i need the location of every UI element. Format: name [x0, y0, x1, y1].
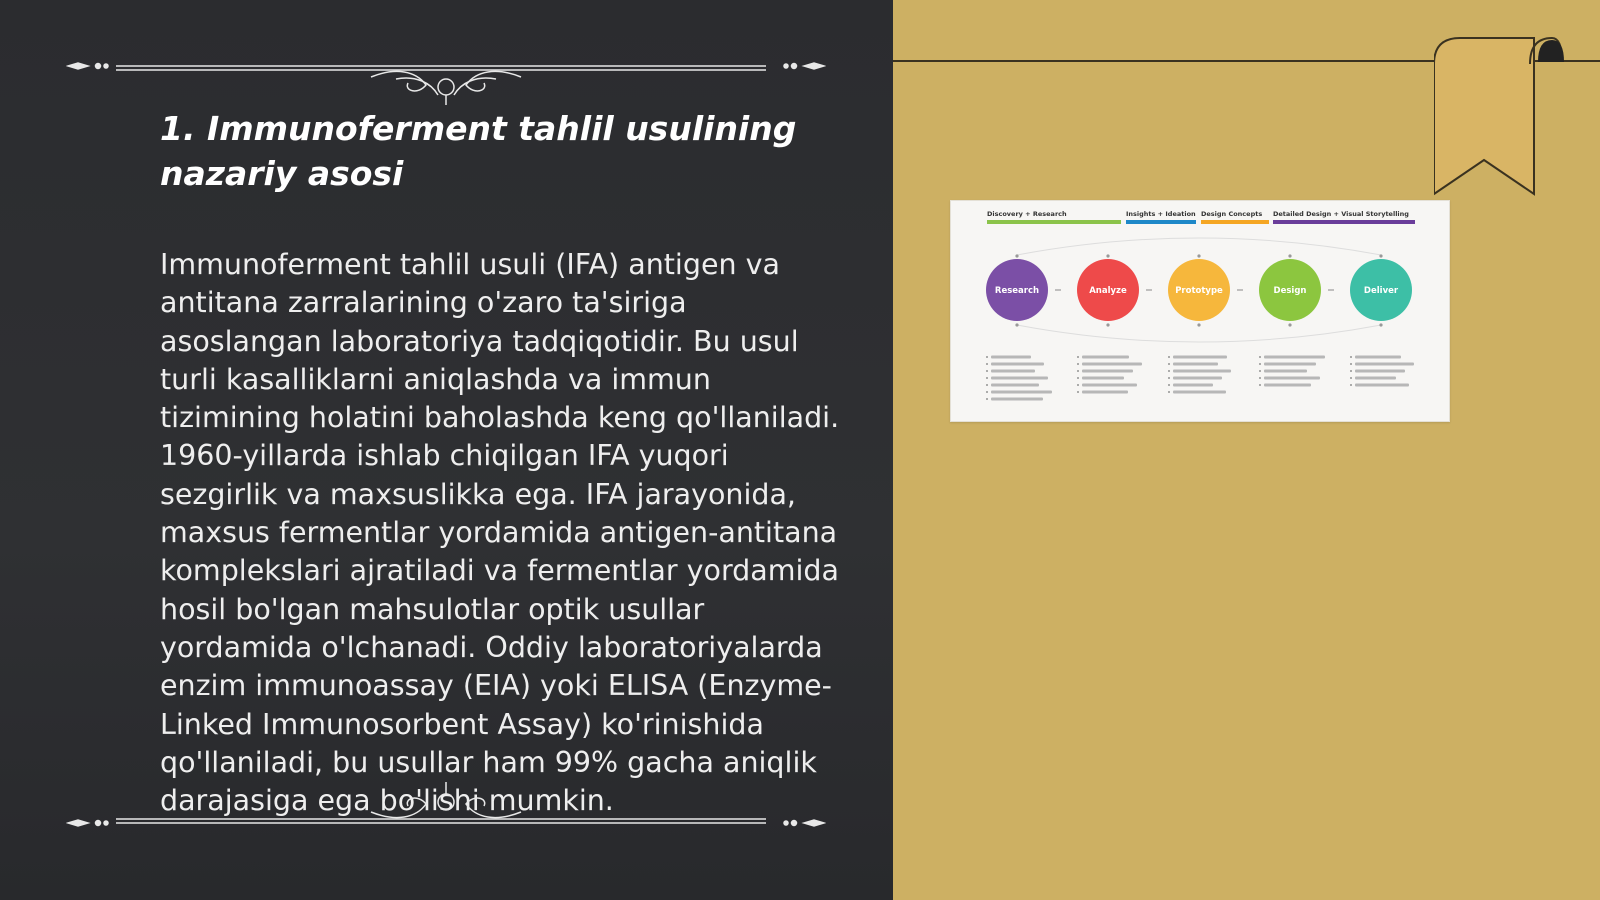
- bullet-text-line: [991, 391, 1052, 394]
- stage-dot: [1106, 254, 1109, 257]
- slide-body-text: Immunoferment tahlil usuli (IFA) antigen va antitana zarralarining o'zaro ta'siriga asoslangan laboratoriya tadqiqotidir. Bu usul turli kasalliklarni aniqlashda va immun tizimining holatini baholashda keng qo'llaniladi. 1960-yillarda ishlab chiqilgan IFA yuqori sezgirlik va maxsuslikka ega. IFA jarayonida, maxsus fermentlar yordamida antigen-antitana komplekslari ajratiladi va fermentlar yordamida hosil bo'lgan mahsulotlar optik usullar yordamida o'lchanadi. Oddiy laboratoriyalarda enzim immunoassay (EIA) yoki ELISA (Enzyme-Linked Immunosorbent Assay) ko'rinishida qo'llaniladi, bu usullar ham 99% gacha aniqlik darajasiga ega bo'lishi mumkin.: [160, 248, 840, 818]
- process-diagram-svg: [951, 201, 1451, 423]
- process-diagram: [950, 200, 1450, 422]
- bullet-text-line: [1082, 363, 1142, 366]
- bottom-ornament: [66, 778, 826, 838]
- phase-label: Discovery + Research: [987, 210, 1067, 218]
- stage-dot: [1106, 323, 1109, 326]
- bullet-dot: [1350, 384, 1352, 386]
- phase-bar: [987, 220, 1121, 224]
- bullet-dot: [1077, 363, 1079, 365]
- stage-dot: [1379, 254, 1382, 257]
- phase-label: Detailed Design + Visual Storytelling: [1273, 210, 1409, 218]
- bullet-text-line: [1173, 377, 1222, 380]
- bullet-dot: [1168, 370, 1170, 372]
- bookmark-decoration: [1434, 34, 1564, 199]
- bullet-text-line: [1264, 356, 1325, 359]
- bullet-text-line: [1264, 370, 1307, 373]
- stage-label: Analyze: [1089, 286, 1127, 296]
- bullet-dot: [986, 356, 988, 358]
- stage-dot: [1288, 323, 1291, 326]
- stage-label: Research: [994, 286, 1040, 296]
- top-ornament: [66, 45, 826, 105]
- title-line-2: nazariy asosi: [160, 154, 404, 193]
- bullet-text-line: [1173, 391, 1226, 394]
- bullet-dot: [1168, 391, 1170, 393]
- bullet-dot: [1259, 377, 1261, 379]
- slide-title: [160, 106, 820, 196]
- bullet-dot: [986, 377, 988, 379]
- bullet-text-line: [1355, 363, 1414, 366]
- bullet-dot: [1077, 391, 1079, 393]
- bullet-dot: [1077, 370, 1079, 372]
- bullet-text-line: [1264, 384, 1311, 387]
- bullet-text-line: [1355, 370, 1405, 373]
- stage-label: Prototype: [1175, 286, 1223, 296]
- connector-arc: [1017, 238, 1381, 255]
- bullet-dot: [1168, 363, 1170, 365]
- bullet-dot: [1350, 370, 1352, 372]
- bullet-dot: [1350, 363, 1352, 365]
- phase-label: Design Concepts: [1201, 210, 1263, 218]
- bullet-dot: [1077, 356, 1079, 358]
- bullet-dot: [1259, 384, 1261, 386]
- stage-label: Deliver: [1363, 286, 1399, 296]
- bullet-dot: [1168, 356, 1170, 358]
- bullet-dot: [1259, 363, 1261, 365]
- bullet-dot: [1168, 377, 1170, 379]
- bullet-text-line: [1264, 363, 1316, 366]
- bullet-text-line: [1082, 356, 1129, 359]
- stage-dot: [1015, 323, 1018, 326]
- bullet-text-line: [1355, 384, 1409, 387]
- bullet-dot: [1259, 370, 1261, 372]
- bullet-text-line: [1173, 356, 1227, 359]
- bullet-text-line: [991, 398, 1043, 401]
- bullet-text-line: [1082, 370, 1133, 373]
- bullet-text-line: [1264, 377, 1320, 380]
- bullet-dot: [986, 363, 988, 365]
- stage-dot: [1379, 323, 1382, 326]
- bullet-dot: [1077, 384, 1079, 386]
- phase-label: Insights + Ideation: [1126, 210, 1196, 218]
- bullet-text-line: [991, 356, 1031, 359]
- bullet-text-line: [991, 370, 1035, 373]
- bullet-text-line: [1173, 363, 1218, 366]
- title-line-1: 1. Immunoferment tahlil usulining: [160, 109, 797, 148]
- bullet-text-line: [991, 384, 1039, 387]
- bullet-text-line: [1355, 356, 1401, 359]
- stage-label: Design: [1273, 286, 1307, 296]
- bullet-text-line: [1355, 377, 1396, 380]
- phase-bar: [1201, 220, 1269, 224]
- bullet-text-line: [1082, 384, 1137, 387]
- stage-dot: [1015, 254, 1018, 257]
- bullet-text-line: [1173, 370, 1231, 373]
- bullet-text-line: [1173, 384, 1213, 387]
- bullet-dot: [986, 391, 988, 393]
- bullet-dot: [1168, 384, 1170, 386]
- stage-dot: [1288, 254, 1291, 257]
- bullet-dot: [1259, 356, 1261, 358]
- bullet-text-line: [991, 363, 1044, 366]
- bullet-dot: [986, 370, 988, 372]
- bullet-text-line: [991, 377, 1048, 380]
- stage-dot: [1197, 323, 1200, 326]
- stage-dot: [1197, 254, 1200, 257]
- connector-arc: [1017, 325, 1381, 342]
- bullet-text-line: [1082, 377, 1124, 380]
- phase-bar: [1273, 220, 1415, 224]
- bullet-text-line: [1082, 391, 1128, 394]
- bullet-dot: [986, 398, 988, 400]
- bullet-dot: [1350, 377, 1352, 379]
- bullet-dot: [1350, 356, 1352, 358]
- phase-bar: [1126, 220, 1196, 224]
- bullet-dot: [986, 384, 988, 386]
- bullet-dot: [1077, 377, 1079, 379]
